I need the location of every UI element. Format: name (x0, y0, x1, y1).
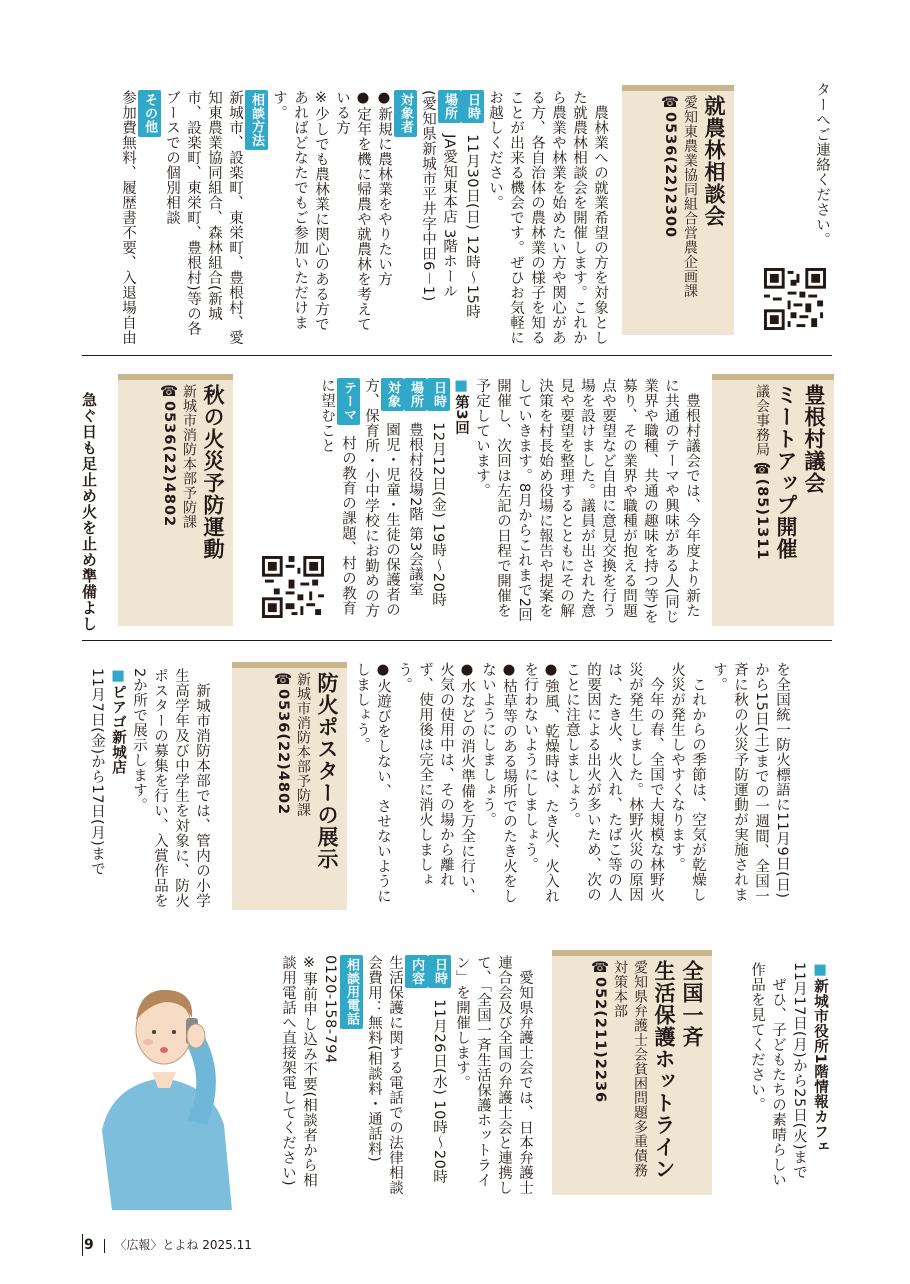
poster-phone[interactable]: ☎0536(22)4802 (275, 672, 291, 816)
farm-other-tag: その他 (138, 90, 161, 137)
page-footer (84, 1236, 252, 1253)
farm-target-tag: 対象者 (394, 90, 417, 137)
poster-closing: ぜひ、子どもたちの素晴らしい作品を見てください。 (749, 962, 786, 1187)
farm-title: 就農林相談会 (702, 95, 726, 227)
farm-consult-tag: 相談方法 (245, 90, 268, 150)
poster-venue-1-date: 11月7日(金)から17日(月)まで (89, 668, 105, 877)
hotline-content-tag: 内容 (405, 955, 428, 988)
qr-code-farm[interactable] (764, 268, 826, 330)
council-header (712, 374, 834, 626)
hotline-content: 生活保護に関する電話での法律相談 (387, 955, 403, 1195)
farm-place: JA愛知東本店 3階ホール (441, 134, 457, 299)
fire-bullet-2: ●枯草等のある場所でのたき火をしないようにしましょう。 (480, 662, 517, 904)
farm-intro: 農林業への就業希望の方を対象とした就農林相談会を開催します。これから農業や林業を始めたい方や関心がある方、各自治体の農林業の様子を知ることが出来る機会です。ぜひお気軽にお越しください。 (487, 90, 608, 345)
council-place: 豊根村役場2階 第3会議室 (407, 422, 423, 597)
poster-intro: 新城市消防本部では、管内の小学生高学年及び中学生を対象に、防火ポスターの募集を行い、入賞作品を2か所で展示します。 (131, 668, 210, 908)
hotline-fee: 会費用：無料(相談料・通話料) (366, 955, 382, 1163)
farm-other: 参加費無料、履歴書不要、入退場自由 (120, 90, 136, 345)
council-theme: 村の教育の課題、村の教育に望むこと (319, 378, 356, 616)
farm-org: 愛知東農業協同組合営農企画課 (682, 95, 698, 298)
farm-place-row (438, 90, 461, 345)
council-title-1: 豊根村議会 (802, 384, 826, 494)
fire-phone[interactable]: ☎0536(22)4802 (161, 384, 177, 528)
council-round: ■第3回 (453, 378, 469, 436)
council-date: 12月12日(金) 19時～20時 (430, 422, 446, 608)
fire-header (118, 374, 233, 626)
hotline-header (552, 950, 712, 1195)
council-body (316, 378, 702, 628)
hotline-phone-tag: 相談用電話 (340, 955, 363, 1029)
farm-date-row (461, 90, 484, 345)
council-date-tag: 日時 (427, 378, 450, 411)
hotline-note: ※事前申し込み不要(相談者から相談用電話へ直接架電してください) (280, 955, 317, 1188)
council-phone[interactable]: ☎(85)1311 (754, 461, 770, 561)
fire-slogan: 急ぐ日も足止め火を止め準備よし (80, 392, 98, 632)
hotline-body (277, 955, 535, 1200)
hotline-title-2: 生活保護ホットライン (652, 960, 676, 1180)
qr-code-council[interactable] (262, 556, 324, 618)
contact-tail: ターへご連絡ください。 (814, 82, 830, 247)
farm-body (117, 90, 610, 345)
hotline-date: 11月26日(水) 10時～20時 (431, 999, 447, 1185)
council-intro: 豊根村議会では、今年度より新たに共通のテーマや興味がある人(同じ業界や職種、共通の趣味を持つ等)を募り、その業界や職種が抱える問題点や要望など自由に意見交換を行う場を設けました。議員が出された意見や要望を整理するとともにその解決策を村長始め役場に報告や提案をしていきます。8月からこれまで2回開催し、次回は左記の日程で開催を予定しています。 (474, 378, 700, 625)
fire-text-1: を全国統一防火標語に11月9日(日)から15日(土)までの一週間、全国一斉に秋の火災予防運動が実施されます。 (711, 662, 790, 904)
poster-header (232, 662, 347, 910)
poster-body (82, 668, 212, 913)
footer-rule (82, 1234, 83, 1256)
council-title-2: ミートアップ開催 (774, 384, 798, 560)
farm-target-1: ●新規に農林業をやりたい方 (376, 90, 392, 287)
council-target-tag: 対象 (381, 378, 404, 411)
publication-name: 〈広報〉とよね 2025.11 (114, 1238, 252, 1252)
hotline-intro: 愛知県弁護士会では、日本弁護士連合会及び全国の弁護士会と連携して、「全国一斉生活保護ホットライン」を開催します。 (454, 955, 533, 1195)
farm-phone[interactable]: ☎0536(22)2300 (662, 95, 678, 239)
poster-venue-2: ■新城市役所1階情報カフェ (812, 962, 828, 1155)
hotline-phone[interactable]: ☎052(211)2236 (592, 960, 608, 1104)
fire-body (351, 662, 792, 912)
poster-org: 新城市消防本部予防課 (295, 672, 311, 817)
divider-line (82, 355, 832, 356)
farm-date: 11月30日(日) 12時～15時 (464, 134, 480, 320)
farm-consult: 新城市、設楽町、東栄町、豊根村、愛知東農業協同組合、森林組合(新城市、設楽町、東栄町、豊根村)等の各ブースでの個別相談 (164, 90, 243, 345)
council-theme-tag: テーマ (337, 378, 360, 425)
fire-bullet-4: ●火遊びをしない、させないようにしましょう。 (354, 662, 391, 904)
farm-header (622, 85, 734, 335)
council-org: 議会事務局 (754, 384, 770, 457)
fire-text-2: これからの季節は、空気が乾燥し火災が発生しやすくなります。 (669, 662, 706, 902)
hotline-free-dial[interactable]: 0120-158-794 (322, 955, 338, 1064)
council-target: 園児・児童・生徒の保護者の方、保育所・小中学校にお勤めの方 (363, 378, 400, 618)
divider-line (82, 640, 832, 641)
fire-bullet-3: ●水などの消火準備を万全に行い、火気の使用中は、その場から離れず、使用後は完全に消火しましょう。 (396, 662, 475, 904)
farm-note: ※少しでも農林業に関心のある方であればどなたでもご参加いただけます。 (271, 90, 329, 332)
hotline-date-tag: 日時 (428, 955, 451, 988)
fire-title: 秋の火災予防運動 (201, 384, 225, 560)
poster-title: 防火ポスターの展示 (315, 672, 339, 870)
person-phone-illustration (92, 960, 242, 1210)
farm-place-tag: 場所 (438, 90, 461, 123)
page-number: 9 (84, 1237, 94, 1253)
council-place-tag: 場所 (404, 378, 427, 411)
farm-target-2: ●定年を機に帰農や就農林を考えている方 (334, 90, 371, 332)
poster-venue-2-date: 11月17日(月)から25日(火)まで (791, 962, 807, 1180)
fire-text-3: 今年の春、全国で大規模な林野火災が発生しました。林野火災の原因は、たき火、火入れ、たばこ等の人的要因による出火が多いため、次のことに注意しましょう。 (564, 662, 664, 902)
hotline-org: 愛知県弁護士会貧困問題多重債務対策本部 (612, 960, 648, 1178)
farm-address: (愛知県新城市平井字中田6－1) (420, 90, 436, 302)
poster-body-cont (746, 962, 830, 1192)
hotline-title-1: 全国一斉 (680, 960, 704, 1048)
fire-org: 新城市消防本部予防課 (181, 384, 197, 529)
poster-venue-1: ■ピアゴ新城店 (110, 668, 126, 775)
fire-bullet-1: ●強風、乾燥時は、たき火、火入れを行わないようにしましょう。 (522, 662, 559, 904)
farm-date-tag: 日時 (461, 90, 484, 123)
